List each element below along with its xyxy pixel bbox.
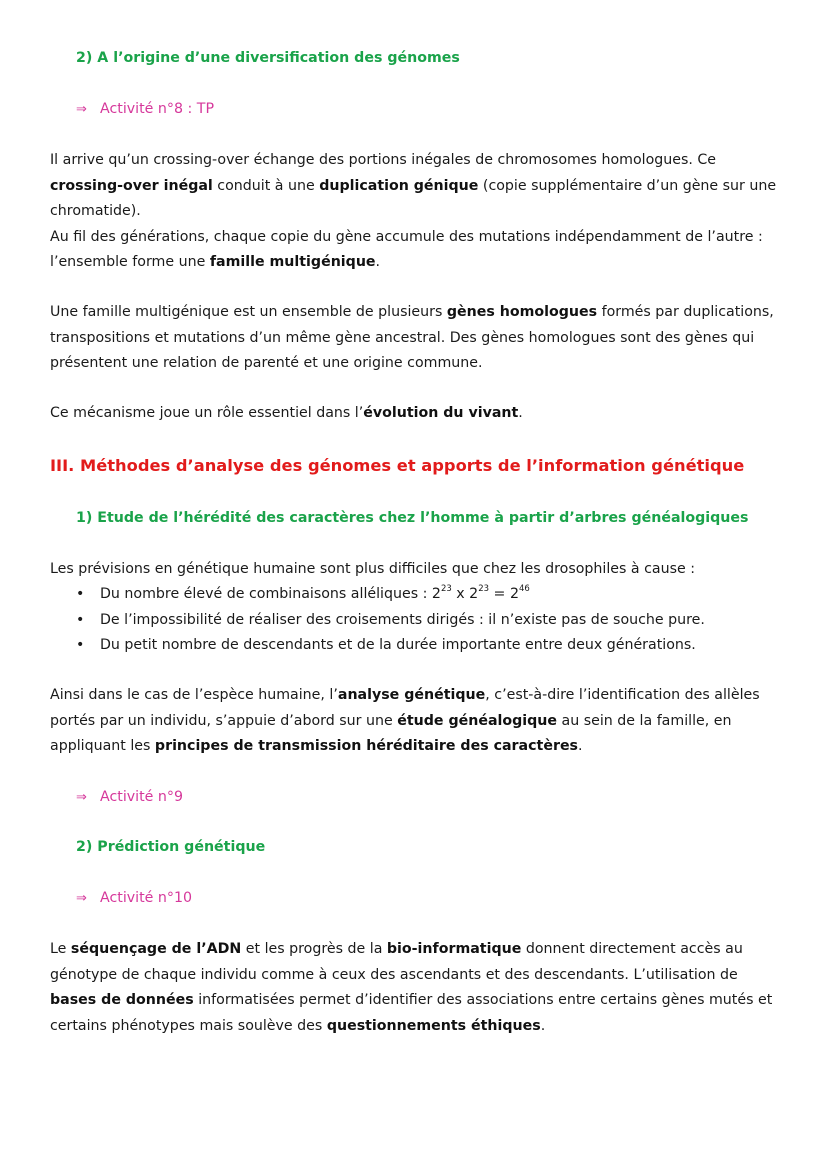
bullet-icon: •	[76, 637, 85, 653]
paragraph-crossing-over: Il arrive qu’un crossing-over échange des portions inégales de chromosomes homologues. Ce crossing-over inégal conduit à une duplication génique (copie supplémentaire d’un gène sur une chromatide). Au fil des générations, chaque copie du gène accumule des mutations indépendamment de l’autre : l’ensemble forme une famille multigénique.	[50, 152, 777, 270]
list-item: • Du nombre élevé de combinaisons alléliques : $2^{23}$ x $2^{23} = 2^{46}$	[50, 582, 785, 608]
activity-10-label: Activité n°10	[100, 890, 193, 906]
activity-9-reference	[76, 785, 811, 811]
bullet-icon: •	[76, 611, 85, 628]
arrow-right-icon: ⇒	[76, 102, 87, 117]
activity-8-label: Activité n°8 : TP	[100, 101, 215, 117]
section-heading-diversification: 2) A l’origine d’une diversification des génomes	[76, 50, 460, 66]
paragraph-analyse-genetique: Ainsi dans le cas de l’espèce humaine, l’analyse génétique, c’est-à-dire l’identification des allèles portés par un individu, s’appuie d’abord sur une étude généalogique au sein de la famille, en appliquant les principes de transmission héréditaire des caractères.	[50, 687, 760, 754]
list-item: • Du petit nombre de descendants et de la durée importante entre deux générations.	[50, 633, 785, 659]
section-heading-prediction: 2) Prédiction génétique	[76, 839, 266, 855]
arrow-right-icon: ⇒	[76, 790, 87, 805]
main-heading-III: III. Méthodes d’analyse des génomes et apports de l’information génétique	[50, 456, 745, 475]
paragraph-sequencage: Le séquençage de l’ADN et les progrès de la bio-informatique donnent directement accès au génotype de chaque individu comme à ceux des ascendants et des descendants. L’utilisation de bases de données informatisées permet d’identifier des associations entre certains gènes mutés et certains phénotypes mais soulève des questionnements éthiques.	[50, 941, 773, 1034]
activity-10-reference	[76, 886, 811, 912]
paragraph-famille-multigenique: Une famille multigénique est un ensemble de plusieurs gènes homologues formés par duplications, transpositions et mutations d’un même gène ancestral. Des gènes homologues sont des gènes qui présentent une relation de parenté et une origine commune.	[50, 304, 774, 371]
bullet-icon: •	[76, 586, 85, 602]
arrow-right-icon: ⇒	[76, 891, 87, 906]
bullet-list-causes	[50, 582, 785, 659]
paragraph-previsions: Les prévisions en génétique humaine sont plus difficiles que chez les drosophiles à cause :	[50, 561, 696, 577]
paragraph-evolution: Ce mécanisme joue un rôle essentiel dans l’évolution du vivant.	[50, 405, 523, 421]
list-item: • De l’impossibilité de réaliser des croisements dirigés : il n’existe pas de souche pure.	[50, 608, 785, 634]
section-heading-heredite: 1) Etude de l’hérédité des caractères chez l’homme à partir d’arbres généalogiques	[76, 510, 749, 526]
activity-8-reference	[76, 97, 811, 123]
activity-9-label: Activité n°9	[100, 789, 184, 805]
